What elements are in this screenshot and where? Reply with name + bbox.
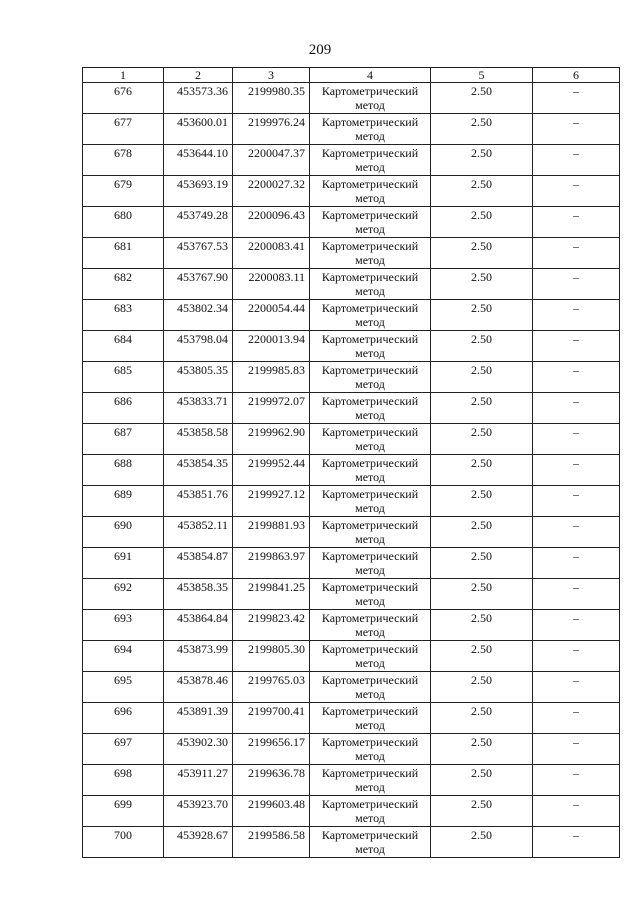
method-cell <box>310 362 431 393</box>
note-cell: – <box>533 114 620 145</box>
y-coordinate-cell: 2200083.11 <box>233 269 310 300</box>
table-header-row <box>83 68 620 83</box>
method-line-2: метод <box>355 718 385 732</box>
method-cell <box>310 672 431 703</box>
method-line-2: метод <box>355 408 385 422</box>
method-line-2: метод <box>355 222 385 236</box>
table-row <box>83 641 620 672</box>
table-row <box>83 827 620 858</box>
method-cell <box>310 424 431 455</box>
method-line-2: метод <box>355 470 385 484</box>
note-cell: – <box>533 610 620 641</box>
precision-cell: 2.50 <box>431 765 533 796</box>
method-line-1: Картометрический <box>321 270 419 284</box>
note-cell: – <box>533 827 620 858</box>
precision-cell: 2.50 <box>431 517 533 548</box>
table-row <box>83 176 620 207</box>
table-row <box>83 238 620 269</box>
note-cell: – <box>533 176 620 207</box>
note-cell: – <box>533 300 620 331</box>
column-header-5: 5 <box>431 68 533 83</box>
y-coordinate-cell: 2199863.97 <box>233 548 310 579</box>
point-number-cell: 687 <box>83 424 164 455</box>
x-coordinate-cell: 453767.90 <box>164 269 233 300</box>
column-header-2: 2 <box>164 68 233 83</box>
note-cell: – <box>533 424 620 455</box>
x-coordinate-cell: 453600.01 <box>164 114 233 145</box>
y-coordinate-cell: 2199962.90 <box>233 424 310 455</box>
x-coordinate-cell: 453644.10 <box>164 145 233 176</box>
table-row <box>83 796 620 827</box>
method-line-2: метод <box>355 749 385 763</box>
column-header-1: 1 <box>83 68 164 83</box>
method-line-2: метод <box>355 377 385 391</box>
note-cell: – <box>533 548 620 579</box>
y-coordinate-cell: 2200047.37 <box>233 145 310 176</box>
x-coordinate-cell: 453911.27 <box>164 765 233 796</box>
precision-cell: 2.50 <box>431 827 533 858</box>
x-coordinate-cell: 453693.19 <box>164 176 233 207</box>
coordinates-table <box>82 67 620 858</box>
column-header-6: 6 <box>533 68 620 83</box>
precision-cell: 2.50 <box>431 641 533 672</box>
x-coordinate-cell: 453798.04 <box>164 331 233 362</box>
precision-cell: 2.50 <box>431 362 533 393</box>
method-line-1: Картометрический <box>321 766 419 780</box>
method-cell <box>310 486 431 517</box>
point-number-cell: 683 <box>83 300 164 331</box>
point-number-cell: 693 <box>83 610 164 641</box>
note-cell: – <box>533 796 620 827</box>
table-row <box>83 579 620 610</box>
method-cell <box>310 610 431 641</box>
page-number: 209 <box>308 42 332 58</box>
method-line-1: Картометрический <box>321 115 419 129</box>
point-number-cell: 688 <box>83 455 164 486</box>
y-coordinate-cell: 2199841.25 <box>233 579 310 610</box>
method-line-2: метод <box>355 284 385 298</box>
method-line-2: метод <box>355 656 385 670</box>
precision-cell: 2.50 <box>431 672 533 703</box>
table-row <box>83 145 620 176</box>
note-cell: – <box>533 362 620 393</box>
method-line-2: метод <box>355 563 385 577</box>
precision-cell: 2.50 <box>431 548 533 579</box>
y-coordinate-cell: 2199700.41 <box>233 703 310 734</box>
method-cell <box>310 734 431 765</box>
method-line-1: Картометрический <box>321 642 419 656</box>
method-line-1: Картометрический <box>321 673 419 687</box>
precision-cell: 2.50 <box>431 579 533 610</box>
table-row <box>83 765 620 796</box>
point-number-cell: 696 <box>83 703 164 734</box>
method-line-1: Картометрический <box>321 580 419 594</box>
note-cell: – <box>533 765 620 796</box>
table-row <box>83 734 620 765</box>
point-number-cell: 698 <box>83 765 164 796</box>
table-row <box>83 331 620 362</box>
x-coordinate-cell: 453858.58 <box>164 424 233 455</box>
method-cell <box>310 145 431 176</box>
y-coordinate-cell: 2199823.42 <box>233 610 310 641</box>
note-cell: – <box>533 486 620 517</box>
precision-cell: 2.50 <box>431 114 533 145</box>
precision-cell: 2.50 <box>431 734 533 765</box>
table-row <box>83 207 620 238</box>
precision-cell: 2.50 <box>431 455 533 486</box>
y-coordinate-cell: 2200013.94 <box>233 331 310 362</box>
method-line-1: Картометрический <box>321 549 419 563</box>
precision-cell: 2.50 <box>431 145 533 176</box>
note-cell: – <box>533 579 620 610</box>
method-line-1: Картометрический <box>321 394 419 408</box>
table-row <box>83 362 620 393</box>
method-line-1: Картометрический <box>321 611 419 625</box>
precision-cell: 2.50 <box>431 331 533 362</box>
note-cell: – <box>533 455 620 486</box>
method-cell <box>310 207 431 238</box>
method-cell <box>310 517 431 548</box>
method-line-1: Картометрический <box>321 425 419 439</box>
y-coordinate-cell: 2199881.93 <box>233 517 310 548</box>
precision-cell: 2.50 <box>431 269 533 300</box>
table-row <box>83 424 620 455</box>
method-cell <box>310 765 431 796</box>
precision-cell: 2.50 <box>431 424 533 455</box>
note-cell: – <box>533 703 620 734</box>
table-row <box>83 703 620 734</box>
x-coordinate-cell: 453854.87 <box>164 548 233 579</box>
method-line-1: Картометрический <box>321 208 419 222</box>
method-line-1: Картометрический <box>321 704 419 718</box>
method-line-2: метод <box>355 501 385 515</box>
method-cell <box>310 579 431 610</box>
method-line-1: Картометрический <box>321 518 419 532</box>
x-coordinate-cell: 453802.34 <box>164 300 233 331</box>
y-coordinate-cell: 2199636.78 <box>233 765 310 796</box>
x-coordinate-cell: 453854.35 <box>164 455 233 486</box>
method-line-2: метод <box>355 842 385 856</box>
method-line-2: метод <box>355 253 385 267</box>
method-cell <box>310 331 431 362</box>
x-coordinate-cell: 453749.28 <box>164 207 233 238</box>
table-row <box>83 610 620 641</box>
method-line-2: метод <box>355 160 385 174</box>
note-cell: – <box>533 734 620 765</box>
x-coordinate-cell: 453851.76 <box>164 486 233 517</box>
method-line-2: метод <box>355 439 385 453</box>
method-cell <box>310 393 431 424</box>
point-number-cell: 678 <box>83 145 164 176</box>
method-line-2: метод <box>355 780 385 794</box>
method-line-2: метод <box>355 811 385 825</box>
point-number-cell: 682 <box>83 269 164 300</box>
method-line-2: метод <box>355 625 385 639</box>
table-row <box>83 300 620 331</box>
column-header-3: 3 <box>233 68 310 83</box>
method-cell <box>310 703 431 734</box>
precision-cell: 2.50 <box>431 610 533 641</box>
point-number-cell: 677 <box>83 114 164 145</box>
x-coordinate-cell: 453864.84 <box>164 610 233 641</box>
precision-cell: 2.50 <box>431 486 533 517</box>
note-cell: – <box>533 83 620 114</box>
y-coordinate-cell: 2199805.30 <box>233 641 310 672</box>
method-line-1: Картометрический <box>321 301 419 315</box>
x-coordinate-cell: 453902.30 <box>164 734 233 765</box>
method-line-1: Картометрический <box>321 146 419 160</box>
table-row <box>83 83 620 114</box>
precision-cell: 2.50 <box>431 796 533 827</box>
y-coordinate-cell: 2199656.17 <box>233 734 310 765</box>
note-cell: – <box>533 269 620 300</box>
method-line-2: метод <box>355 315 385 329</box>
point-number-cell: 686 <box>83 393 164 424</box>
x-coordinate-cell: 453873.99 <box>164 641 233 672</box>
note-cell: – <box>533 517 620 548</box>
table-row <box>83 672 620 703</box>
method-line-1: Картометрический <box>321 239 419 253</box>
point-number-cell: 700 <box>83 827 164 858</box>
precision-cell: 2.50 <box>431 176 533 207</box>
method-line-2: метод <box>355 687 385 701</box>
point-number-cell: 691 <box>83 548 164 579</box>
note-cell: – <box>533 393 620 424</box>
method-cell <box>310 455 431 486</box>
table-row <box>83 393 620 424</box>
y-coordinate-cell: 2200083.41 <box>233 238 310 269</box>
point-number-cell: 679 <box>83 176 164 207</box>
table-row <box>83 114 620 145</box>
method-line-1: Картометрический <box>321 84 419 98</box>
point-number-cell: 697 <box>83 734 164 765</box>
precision-cell: 2.50 <box>431 393 533 424</box>
table-row <box>83 455 620 486</box>
note-cell: – <box>533 145 620 176</box>
precision-cell: 2.50 <box>431 238 533 269</box>
method-cell <box>310 83 431 114</box>
method-line-2: метод <box>355 129 385 143</box>
point-number-cell: 694 <box>83 641 164 672</box>
y-coordinate-cell: 2200027.32 <box>233 176 310 207</box>
x-coordinate-cell: 453928.67 <box>164 827 233 858</box>
method-line-1: Картометрический <box>321 735 419 749</box>
method-line-1: Картометрический <box>321 177 419 191</box>
x-coordinate-cell: 453805.35 <box>164 362 233 393</box>
method-cell <box>310 796 431 827</box>
x-coordinate-cell: 453573.36 <box>164 83 233 114</box>
method-line-2: метод <box>355 346 385 360</box>
table-row <box>83 486 620 517</box>
method-cell <box>310 641 431 672</box>
table-row <box>83 517 620 548</box>
method-cell <box>310 176 431 207</box>
note-cell: – <box>533 641 620 672</box>
column-header-4: 4 <box>310 68 431 83</box>
precision-cell: 2.50 <box>431 703 533 734</box>
y-coordinate-cell: 2199927.12 <box>233 486 310 517</box>
method-line-2: метод <box>355 191 385 205</box>
method-line-2: метод <box>355 594 385 608</box>
method-cell <box>310 548 431 579</box>
method-line-1: Картометрический <box>321 332 419 346</box>
method-line-1: Картометрический <box>321 797 419 811</box>
method-line-2: метод <box>355 98 385 112</box>
y-coordinate-cell: 2200096.43 <box>233 207 310 238</box>
table-body <box>83 83 620 858</box>
method-line-2: метод <box>355 532 385 546</box>
x-coordinate-cell: 453858.35 <box>164 579 233 610</box>
y-coordinate-cell: 2200054.44 <box>233 300 310 331</box>
y-coordinate-cell: 2199952.44 <box>233 455 310 486</box>
note-cell: – <box>533 238 620 269</box>
precision-cell: 2.50 <box>431 207 533 238</box>
point-number-cell: 699 <box>83 796 164 827</box>
point-number-cell: 692 <box>83 579 164 610</box>
table-row <box>83 269 620 300</box>
point-number-cell: 684 <box>83 331 164 362</box>
y-coordinate-cell: 2199972.07 <box>233 393 310 424</box>
point-number-cell: 676 <box>83 83 164 114</box>
y-coordinate-cell: 2199586.58 <box>233 827 310 858</box>
method-cell <box>310 827 431 858</box>
table-row <box>83 548 620 579</box>
point-number-cell: 681 <box>83 238 164 269</box>
x-coordinate-cell: 453891.39 <box>164 703 233 734</box>
y-coordinate-cell: 2199765.03 <box>233 672 310 703</box>
method-cell <box>310 114 431 145</box>
y-coordinate-cell: 2199603.48 <box>233 796 310 827</box>
x-coordinate-cell: 453833.71 <box>164 393 233 424</box>
method-cell <box>310 238 431 269</box>
method-line-1: Картометрический <box>321 487 419 501</box>
y-coordinate-cell: 2199976.24 <box>233 114 310 145</box>
method-line-1: Картометрический <box>321 456 419 470</box>
point-number-cell: 690 <box>83 517 164 548</box>
y-coordinate-cell: 2199980.35 <box>233 83 310 114</box>
note-cell: – <box>533 207 620 238</box>
note-cell: – <box>533 672 620 703</box>
method-line-1: Картометрический <box>321 828 419 842</box>
y-coordinate-cell: 2199985.83 <box>233 362 310 393</box>
x-coordinate-cell: 453852.11 <box>164 517 233 548</box>
method-cell <box>310 300 431 331</box>
point-number-cell: 685 <box>83 362 164 393</box>
precision-cell: 2.50 <box>431 300 533 331</box>
point-number-cell: 680 <box>83 207 164 238</box>
point-number-cell: 695 <box>83 672 164 703</box>
method-cell <box>310 269 431 300</box>
x-coordinate-cell: 453767.53 <box>164 238 233 269</box>
precision-cell: 2.50 <box>431 83 533 114</box>
x-coordinate-cell: 453878.46 <box>164 672 233 703</box>
x-coordinate-cell: 453923.70 <box>164 796 233 827</box>
point-number-cell: 689 <box>83 486 164 517</box>
method-line-1: Картометрический <box>321 363 419 377</box>
note-cell: – <box>533 331 620 362</box>
